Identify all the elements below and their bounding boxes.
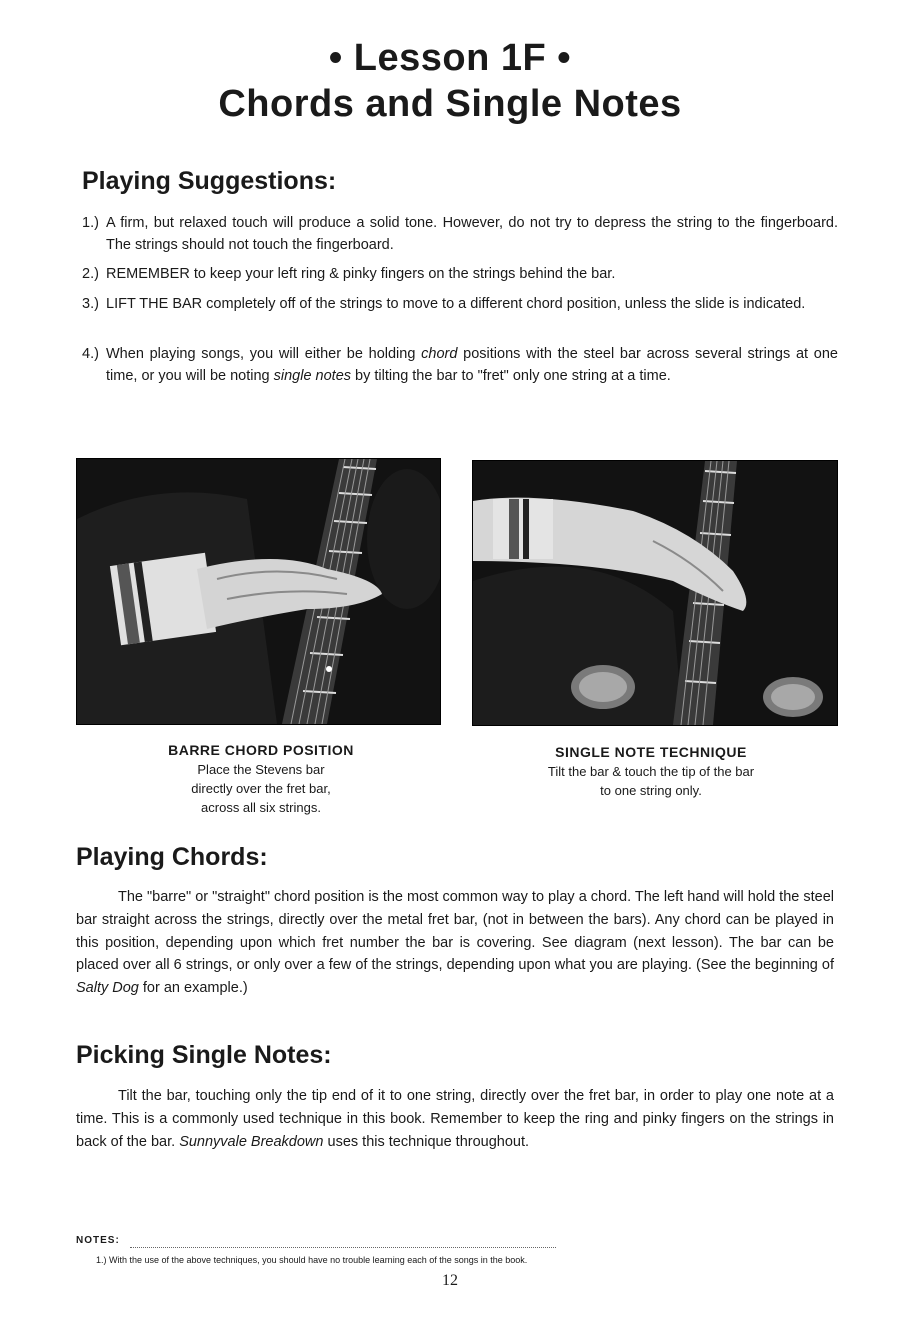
picking-single-notes-paragraph [76, 1085, 834, 1153]
list-item-text: LIFT THE BAR completely off of the strings to move to a different chord position, unless the slide is indicated. [106, 296, 806, 312]
barre-chord-photo [76, 458, 441, 725]
list-item-number: 3.) [82, 296, 99, 312]
list-item-text [106, 343, 838, 387]
single-note-caption-heading: SINGLE NOTE TECHNIQUE [555, 744, 747, 760]
list-item-text-part: When playing songs, you will either be holding [106, 346, 422, 362]
page-number: 12 [442, 1272, 458, 1289]
single-notes-emphasis: single notes [273, 368, 352, 384]
list-item-text-part: by tilting the bar to "fret" only one string at a time. [351, 368, 671, 384]
footnote: 1.) With the use of the above techniques, you should have no trouble learning each of the songs in the book. [96, 1255, 528, 1265]
list-item-number: 2.) [82, 266, 99, 282]
paragraph-text: uses this technique throughout. [323, 1133, 530, 1150]
list-item-text: A firm, but relaxed touch will produce a solid tone. However, do not try to depress the string to the fingerboard. The strings should not touch the fingerboard. [106, 215, 838, 253]
chord-emphasis: chord [421, 346, 458, 362]
caption-line: directly over the fret bar, [191, 781, 331, 796]
song-title: Salty Dog [76, 980, 139, 997]
paragraph-text: Tilt the bar, touching only the tip end of it to one string, directly over the fret bar, in order to play one note at a time. This is a commonly used technique in this book. Remember to keep the ring and pinky fingers on the strings in back of the bar. [76, 1088, 834, 1150]
caption-line: to one string only. [600, 783, 702, 798]
list-item-number: 1.) [82, 215, 99, 231]
list-item-text-part: positions with the steel bar across several strings at one time, or you will be noting [106, 346, 838, 384]
paragraph-text: The "barre" or "straight" chord position is the most common way to play a chord. The left hand will hold the steel bar straight across the strings, directly over the metal fret bar, (not in between the bars). Any chord can be played in this position, depending upon which fret number the bar is covering. See diagram (next lesson). The bar can be placed over all 6 strings, or only over a few of the strings, depending upon what you are playing. (See the beginning of [76, 889, 834, 974]
notes-line [130, 1247, 556, 1248]
picking-single-notes-heading: Picking Single Notes: [76, 1041, 332, 1069]
barre-chord-caption-heading: BARRE CHORD POSITION [168, 742, 354, 758]
single-note-photo [472, 460, 838, 726]
barre-chord-photo-illustration [77, 459, 440, 724]
paragraph-text: for an example.) [138, 980, 248, 997]
list-item-number: 4.) [82, 346, 99, 362]
notes-label: NOTES: [76, 1235, 120, 1246]
playing-chords-paragraph [76, 886, 834, 1000]
single-note-caption [486, 743, 816, 800]
barre-chord-caption [96, 741, 426, 817]
playing-chords-heading: Playing Chords: [76, 843, 268, 871]
caption-line: Tilt the bar & touch the tip of the bar [547, 764, 755, 779]
caption-line: Place the Stevens bar [197, 762, 325, 777]
list-item-text: REMEMBER to keep your left ring & pinky fingers on the strings behind the bar. [106, 266, 616, 282]
playing-suggestions-heading: Playing Suggestions: [82, 167, 337, 195]
lesson-title: • Lesson 1F • [328, 37, 572, 79]
single-note-photo-illustration [473, 461, 837, 725]
caption-line: across all six strings. [201, 800, 321, 815]
song-title: Sunnyvale Breakdown [179, 1133, 324, 1150]
lesson-subtitle: Chords and Single Notes [218, 83, 682, 125]
